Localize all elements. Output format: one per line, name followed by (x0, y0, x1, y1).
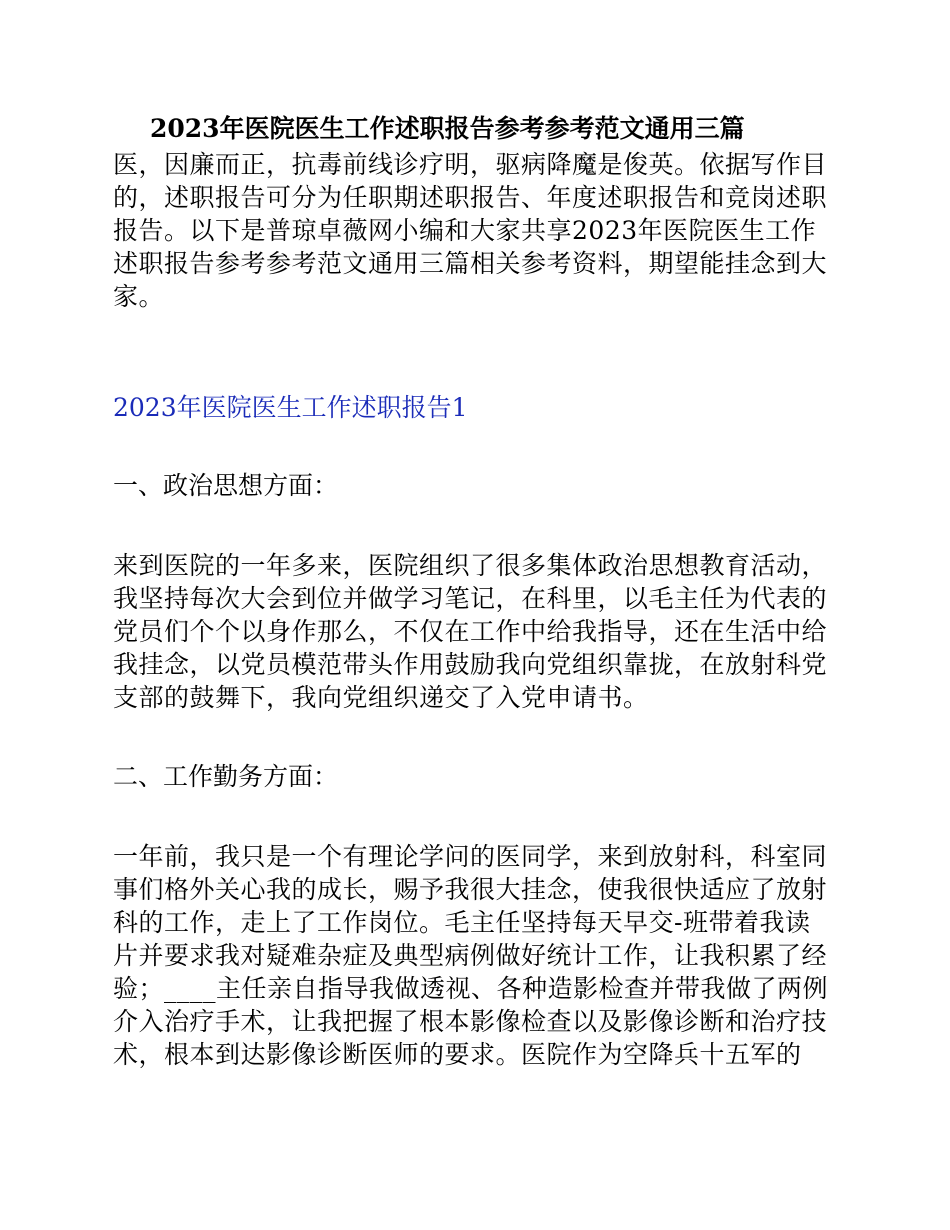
section-title-politics: 一、政治思想方面： (113, 471, 339, 500)
report-heading: 2023年医院医生工作述职报告1 (113, 393, 468, 422)
section-body-work: 一年前，我只是一个有理论学问的医同学，来到放射科，科室同事们格外关心我的成长，赐予我很大挂念，使我很快适应了放射科的工作，走上了工作岗位。毛主任坚持每天早交-班带着我读片并要求我对疑难杂症及典型病例做好统计工作，让我积累了经验；____主任亲自指导我做透视、各种造影检查并带我做了两例介入治疗手术，让我把握了根本影像检查以及影像诊断和治疗技术，根本到达影像诊断医师的要求。医院作为空降兵十五军的 (113, 842, 829, 1069)
document-content (113, 114, 833, 1071)
document-title: 2023年医院医生工作述职报告参考参考范文通用三篇 (150, 114, 745, 143)
intro-paragraph: 医，因廉而正，抗毒前线诊疗明，驱病降魔是俊英。依据写作目的，述职报告可分为任职期述职报告、年度述职报告和竞岗述职报告。以下是普琼卓薇网小编和大家共享2023年医院医生工作述职报告参考参考范文通用三篇相关参考资料，期望能挂念到大家。 (113, 150, 828, 311)
section-body-politics: 来到医院的一年多来，医院组织了很多集体政治思想教育活动，我坚持每次大会到位并做学习笔记，在科里，以毛主任为代表的党员们个个以身作那么，不仅在工作中给我指导，还在生活中给我挂念，以党员模范带头作用鼓励我向党组织靠拢，在放射科党支部的鼓舞下，我向党组织递交了入党申请书。 (113, 551, 828, 712)
section-title-work: 二、工作勤务方面： (113, 762, 339, 791)
